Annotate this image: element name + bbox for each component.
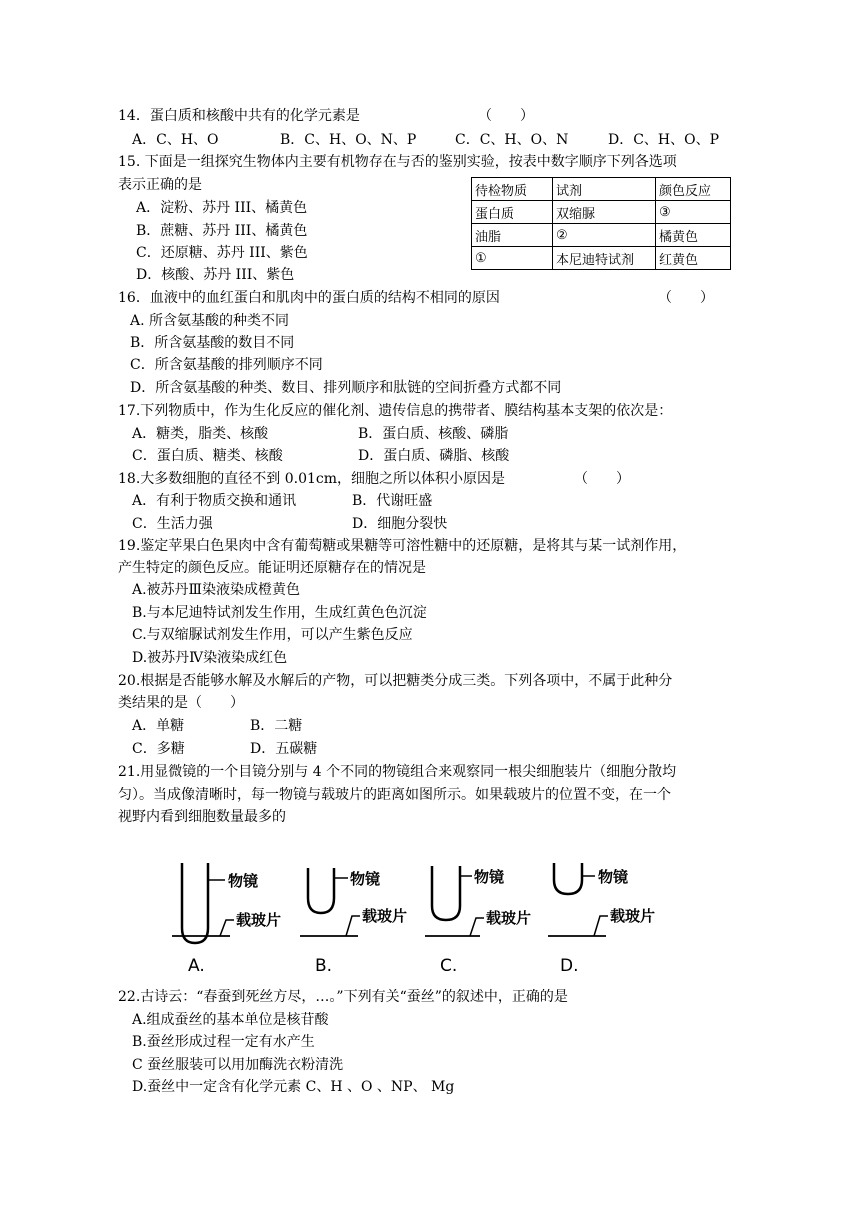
q20-option-d: D．五碳糖 <box>250 741 318 757</box>
q20-option-c: C．多糖 <box>132 741 185 757</box>
table-row <box>472 201 731 224</box>
objective-label-b: 物镜 <box>350 870 381 888</box>
q22-option-a: A.组成蚕丝的基本单位是核苷酸 <box>132 1012 329 1028</box>
q14-option-a: A．C、H、O <box>132 132 219 148</box>
q20-stem-line1: 20.根据是否能够水解及水解后的产物，可以把糖类分成三类。下列各项中，不属于此种分 <box>118 673 673 689</box>
panel-label-b: B. <box>315 956 333 976</box>
q19-option-d: D.被苏丹Ⅳ染液染成红色 <box>132 650 288 666</box>
q19-stem-line1: 19.鉴定苹果白色果肉中含有葡萄糖或果糖等可溶性糖中的还原糖，是将其与某一试剂作用， <box>118 538 687 554</box>
slide-label-c: 载玻片 <box>486 909 532 927</box>
q20-option-a: A．单糖 <box>132 718 185 734</box>
table-header-row <box>472 178 731 201</box>
slide-label-a: 载玻片 <box>236 911 282 929</box>
q21-stem-line2: 匀）。当成像清晰时，每一物镜与载玻片的距离如图所示。如果载玻片的位置不变，在一个 <box>118 787 671 803</box>
q18-option-b: B．代谢旺盛 <box>352 493 433 509</box>
q18-option-a: A．有利于物质交换和通讯 <box>132 493 297 509</box>
q17-option-c: C．蛋白质、糖类、核酸 <box>132 448 283 464</box>
q19-stem-line2: 产生特定的颜色反应。能证明还原糖存在的情况是 <box>118 560 426 576</box>
q16-option-b: B．所含氨基酸的数目不同 <box>130 335 295 351</box>
q18-option-d: D．细胞分裂快 <box>352 516 448 532</box>
q20-stem-line2: 类结果的是（ ） <box>118 695 244 711</box>
table-cell: ② <box>553 224 656 247</box>
leader-line-d2 <box>594 916 608 936</box>
table-row <box>472 247 731 270</box>
q17-option-b: B．蛋白质、核酸、磷脂 <box>358 426 509 442</box>
q19-option-c: C.与双缩脲试剂发生作用，可以产生紫色反应 <box>132 627 413 643</box>
leader-line-c2 <box>470 918 484 936</box>
q22-option-b: B.蚕丝形成过程一定有水产生 <box>132 1034 315 1050</box>
table-header-cell: 颜色反应 <box>656 178 731 201</box>
objective-label-d: 物镜 <box>598 868 629 886</box>
leader-line-b2 <box>346 916 360 936</box>
table-header-cell: 试剂 <box>553 178 656 201</box>
table-header-cell: 待检物质 <box>472 178 553 201</box>
q16-option-a: A. 所含氨基酸的种类不同 <box>130 313 290 329</box>
q16-option-d: D．所含氨基酸的种类、数目、排列顺序和肽链的空间折叠方式都不同 <box>130 380 562 396</box>
panel-label-c: C. <box>440 956 458 976</box>
objective-lens-b <box>308 868 334 913</box>
q20-option-b: B．二糖 <box>250 718 303 734</box>
q16-option-c: C．所含氨基酸的排列顺序不同 <box>130 357 323 373</box>
q21-stem-line1: 21.用显微镜的一个目镜分别与 4 个不同的物镜组合来观察同一根尖细胞装片（细胞分散均 <box>118 764 677 780</box>
q15-reagent-table <box>471 177 731 270</box>
table-cell: 橘黄色 <box>656 224 731 247</box>
q15-stem-line1: 15. 下面是一组探究生物体内主要有机物存在与否的鉴别实验，按表中数字顺序下列各选项 <box>118 154 677 170</box>
objective-lens-c <box>432 866 460 920</box>
table-cell: 油脂 <box>472 224 553 247</box>
q14-answer-paren: （ ） <box>478 108 534 124</box>
q18-answer-paren: （ ） <box>574 471 630 487</box>
q16-stem: 16．血液中的血红蛋白和肌肉中的蛋白质的结构不相同的原因 <box>118 290 500 306</box>
q14-stem: 14．蛋白质和核酸中共有的化学元素是 <box>118 108 360 124</box>
panel-label-d: D. <box>560 956 579 976</box>
q22-option-d: D.蚕丝中一定含有化学元素 C、H 、O 、NP、 Mg <box>132 1079 455 1095</box>
slide-label-b: 载玻片 <box>362 907 408 925</box>
leader-line-a2 <box>220 920 234 936</box>
panel-label-a: A. <box>188 956 205 976</box>
table-cell: 蛋白质 <box>472 201 553 224</box>
q17-option-d: D．蛋白质、磷脂、核酸 <box>358 448 510 464</box>
q15-option-b: B．蔗糖、苏丹 III、橘黄色 <box>136 223 308 239</box>
q21-stem-line3: 视野内看到细胞数量最多的 <box>118 809 286 825</box>
q14-option-b: B．C、H、O、N、P <box>280 132 417 148</box>
q22-stem: 22.古诗云：“春蚕到死丝方尽，…。”下列有关“蚕丝”的叙述中，正确的是 <box>118 989 568 1005</box>
slide-label-d: 载玻片 <box>610 907 656 925</box>
table-cell: ③ <box>656 201 731 224</box>
q16-answer-paren: （ ） <box>658 290 714 306</box>
q14-option-c: C．C、H、O、N <box>455 132 569 148</box>
q15-option-a: A．淀粉、苏丹 III、橘黄色 <box>136 200 308 216</box>
table-cell: 红黄色 <box>656 247 731 270</box>
table-cell: ① <box>472 247 553 270</box>
table-cell: 双缩脲 <box>553 201 656 224</box>
q15-option-d: D．核酸、苏丹 III、紫色 <box>136 267 295 283</box>
table-row <box>472 224 731 247</box>
objective-lens-a <box>182 863 208 943</box>
objective-label-c: 物镜 <box>474 868 505 886</box>
q17-option-a: A．糖类，脂类、核酸 <box>132 426 269 442</box>
q18-stem: 18.大多数细胞的直径不到 0.01cm，细胞之所以体积小原因是 <box>118 471 506 487</box>
objective-lens-d <box>554 863 582 894</box>
q15-stem-line2: 表示正确的是 <box>118 177 202 193</box>
q14-option-d: D．C、H、O、P <box>608 132 720 148</box>
q22-option-c: C 蚕丝服装可以用加酶洗衣粉清洗 <box>132 1057 344 1073</box>
table-cell: 本尼迪特试剂 <box>553 247 656 270</box>
q19-option-b: B.与本尼迪特试剂发生作用，生成红黄色色沉淀 <box>132 605 427 621</box>
q15-option-c: C．还原糖、苏丹 III、紫色 <box>136 245 308 261</box>
q21-microscope-objective-figure <box>170 848 690 978</box>
q17-stem: 17.下列物质中，作为生化反应的催化剂、遗传信息的携带者、膜结构基本支架的依次是： <box>118 403 673 419</box>
q19-option-a: A.被苏丹Ⅲ染液染成橙黄色 <box>132 582 301 598</box>
q18-option-c: C．生活力强 <box>132 516 213 532</box>
objective-label-a: 物镜 <box>228 872 259 890</box>
